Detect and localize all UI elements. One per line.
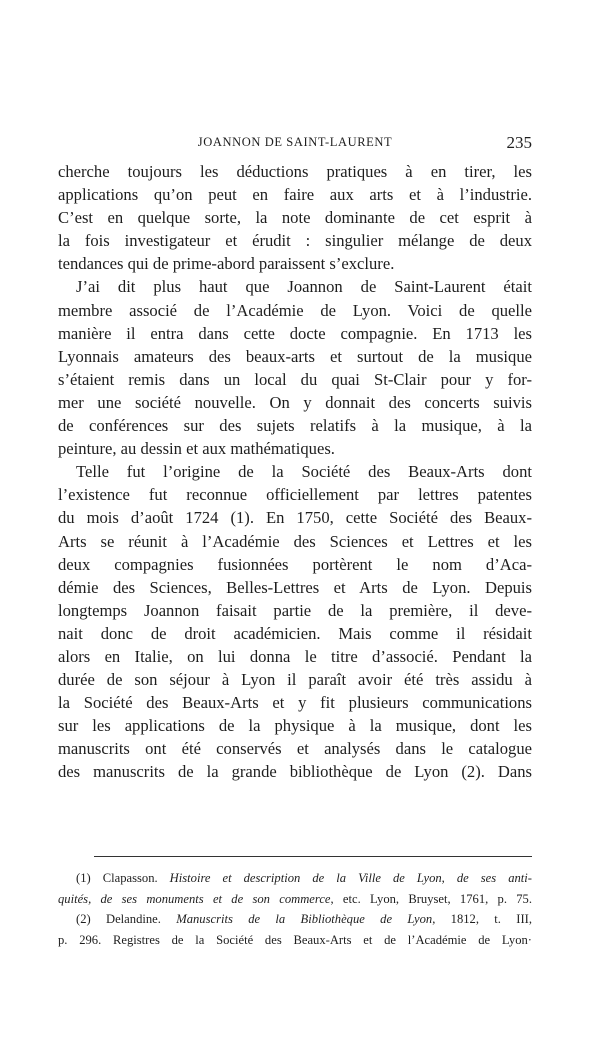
text-line: C’est en quelque sorte, la note dominante de cet esprit à: [58, 208, 532, 228]
running-title: JOANNON DE SAINT-LAURENT: [197, 135, 393, 149]
footnote-text: , etc. Lyon, Bruyset, 1761, p. 75.: [330, 891, 532, 906]
text-line: Arts se réunit à l’Académie des Sciences et Lettres et les: [58, 531, 532, 551]
footnote-divider: [94, 856, 532, 857]
text-line: J’ai dit plus haut que Joannon de Saint-Laurent était: [76, 277, 532, 297]
text-line: la Société des Beaux-Arts et y fit plusieurs communications: [58, 693, 532, 713]
text-line: nait donc de droit académicien. Mais comme il résidait: [58, 623, 532, 643]
page-header: [58, 133, 532, 155]
footnote-title: quités, de ses monuments et de son commerce: [58, 891, 331, 906]
footnote-line: [58, 930, 532, 951]
text-line: s’étaient remis dans un local du quai St-Clair pour y for-: [58, 369, 532, 389]
text-line: Lyonnais amateurs des beaux-arts et surtout de la musique: [58, 346, 532, 366]
text-line: la fois investigateur et érudit : singulier mélange de deux: [58, 231, 532, 251]
page-number: 235: [506, 133, 532, 152]
footnote-text: (1) Clapasson.: [76, 871, 170, 885]
text-line: de conférences sur des sujets relatifs à la musique, à la: [58, 416, 532, 436]
text-line: alors en Italie, on lui donna le titre d’associé. Pendant la: [58, 646, 532, 666]
text-line: des manuscrits de la grande bibliothèque de Lyon (2). Dans: [58, 762, 532, 782]
footnotes: [58, 868, 532, 950]
text-line: Telle fut l’origine de la Société des Beaux-Arts dont: [76, 462, 532, 482]
text-line: deux compagnies fusionnées portèrent le nom d’Aca-: [58, 554, 532, 574]
footnote-text: (2) Delandine.: [76, 912, 177, 926]
footnote-line: [58, 909, 532, 930]
main-text: [58, 160, 532, 784]
text-line: durée de son séjour à Lyon il paraît avoir été très assidu à: [58, 670, 532, 690]
footnote-title: Manuscrits de la Bibliothèque de Lyon: [176, 912, 433, 926]
footnote-text: p. 296. Registres de la Société des Beaux-Arts et de l’Académie de Lyon·: [58, 932, 532, 947]
text-line: du mois d’août 1724 (1). En 1750, cette Société des Beaux-: [58, 508, 532, 528]
text-line: l’existence fut reconnue officiellement par lettres patentes: [58, 485, 532, 505]
text-line: membre associé de l’Académie de Lyon. Voici de quelle: [58, 300, 532, 320]
footnote-line: [58, 868, 532, 889]
text-line: longtemps Joannon faisait partie de la première, il deve-: [58, 600, 532, 620]
text-line: cherche toujours les déductions pratiques à en tirer, les: [58, 162, 532, 181]
text-line: sur les applications de la physique à la musique, dont les: [58, 716, 532, 736]
text-line: démie des Sciences, Belles-Lettres et Arts de Lyon. Depuis: [58, 577, 532, 597]
footnote-text: , 1812, t. III,: [432, 912, 532, 926]
text-line: manière il entra dans cette docte compagnie. En 1713 les: [58, 323, 532, 343]
text-line: peinture, au dessin et aux mathématiques.: [58, 439, 335, 459]
text-line: mer une société nouvelle. On y donnait des concerts suivis: [58, 392, 532, 412]
text-line: tendances qui de prime-abord paraissent s’exclure.: [58, 254, 395, 274]
footnote-line: [58, 889, 532, 910]
text-line: applications qu’on peut en faire aux arts et à l’industrie.: [58, 185, 532, 205]
text-line: manuscrits ont été conservés et analysés dans le catalogue: [58, 739, 532, 759]
footnote-title: Histoire et description de la Ville de Lyon, de ses anti-: [169, 871, 532, 885]
